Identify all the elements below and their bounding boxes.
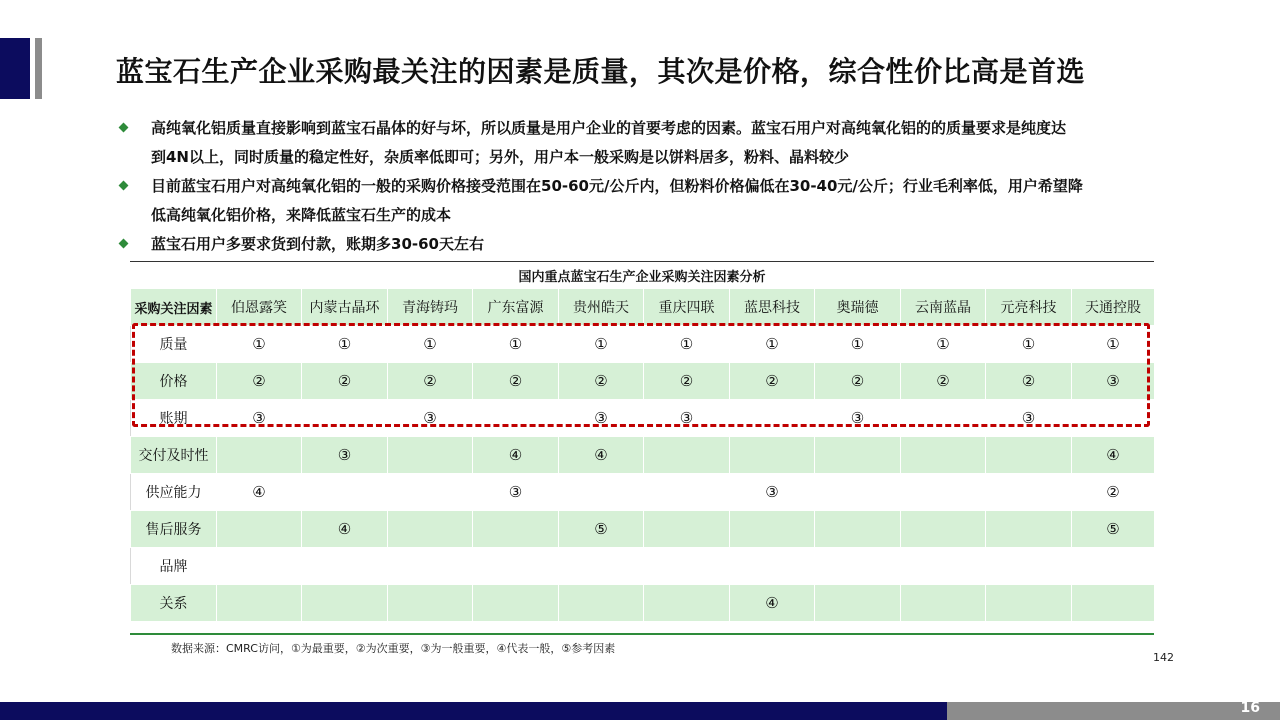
rank-cell: ①	[644, 326, 730, 363]
rank-cell: ②	[217, 363, 302, 400]
rank-cell	[901, 585, 986, 622]
rank-cell	[217, 437, 302, 474]
rank-cell	[730, 548, 815, 585]
company-header: 贵州皓天	[559, 289, 644, 326]
bullet-line: 蓝宝石用户多要求货到付款，账期多30-60天左右	[151, 235, 484, 253]
company-header: 元亮科技	[986, 289, 1072, 326]
rank-cell	[473, 585, 559, 622]
factor-label: 账期	[131, 400, 217, 437]
bullet-item	[118, 114, 1148, 172]
rank-cell: ④	[730, 585, 815, 622]
rank-cell: ①	[901, 326, 986, 363]
company-header: 天通控股	[1072, 289, 1155, 326]
rank-cell: ②	[986, 363, 1072, 400]
rank-cell: ⑤	[559, 511, 644, 548]
rank-cell	[473, 548, 559, 585]
table-row	[131, 400, 1155, 437]
page-title: 蓝宝石生产企业采购最关注的因素是质量，其次是价格，综合性价比高是首选	[116, 55, 1086, 88]
table-header-row	[131, 289, 1155, 326]
rank-cell	[815, 474, 901, 511]
rank-cell	[1072, 585, 1155, 622]
rank-cell	[986, 548, 1072, 585]
rank-cell	[559, 474, 644, 511]
rank-cell	[986, 585, 1072, 622]
rank-cell: ①	[559, 326, 644, 363]
diamond-bullet-icon	[119, 123, 129, 133]
rank-cell	[901, 474, 986, 511]
company-header: 青海铸玛	[388, 289, 473, 326]
table-row	[131, 326, 1155, 363]
rank-cell	[388, 437, 473, 474]
company-header: 蓝思科技	[730, 289, 815, 326]
rank-cell	[730, 400, 815, 437]
table-bottom-rule	[130, 633, 1154, 635]
rank-cell	[217, 511, 302, 548]
table-row	[131, 585, 1155, 622]
rank-cell	[1072, 400, 1155, 437]
rank-cell: ①	[302, 326, 388, 363]
bullet-item	[118, 230, 1148, 259]
rank-cell	[473, 511, 559, 548]
rank-cell: ③	[217, 400, 302, 437]
rank-cell	[388, 474, 473, 511]
slide-ref-number: 142	[1153, 651, 1174, 664]
rank-cell: ③	[644, 400, 730, 437]
rank-cell: ②	[901, 363, 986, 400]
bullet-line: 高纯氧化铝质量直接影响到蓝宝石晶体的好与坏，所以质量是用户企业的首要考虑的因素。蓝宝石用户对高纯氧化铝的的质量要求是纯度达	[151, 119, 1067, 137]
rank-cell	[388, 585, 473, 622]
rank-cell	[559, 548, 644, 585]
table-corner-header: 采购关注因素	[131, 289, 217, 326]
bullet-line: 目前蓝宝石用户对高纯氧化铝的一般的采购价格接受范围在50-60元/公斤内，但粉料价格偏低在30-40元/公斤；行业毛利率低，用户希望降	[151, 177, 1083, 195]
table-row	[131, 437, 1155, 474]
rank-cell	[302, 585, 388, 622]
page-number: 16	[1240, 700, 1260, 716]
rank-cell: ④	[473, 437, 559, 474]
factor-table	[130, 288, 1155, 622]
rank-cell: ④	[1072, 437, 1155, 474]
rank-cell	[730, 437, 815, 474]
title-accent-bar	[0, 38, 30, 99]
rank-cell	[302, 474, 388, 511]
table-title: 国内重点蓝宝石生产企业采购关注因素分析	[518, 270, 766, 285]
company-header: 重庆四联	[644, 289, 730, 326]
rank-cell: ②	[473, 363, 559, 400]
rank-cell	[644, 474, 730, 511]
rank-cell	[388, 548, 473, 585]
rank-cell: ③	[815, 400, 901, 437]
rank-cell: ②	[1072, 474, 1155, 511]
rank-cell: ①	[815, 326, 901, 363]
table-top-rule	[130, 261, 1154, 262]
rank-cell	[302, 548, 388, 585]
rank-cell	[302, 400, 388, 437]
rank-cell	[730, 511, 815, 548]
rank-cell: ②	[302, 363, 388, 400]
company-header: 奥瑞德	[815, 289, 901, 326]
factor-label: 品牌	[131, 548, 217, 585]
company-header: 伯恩露笑	[217, 289, 302, 326]
rank-cell: ②	[644, 363, 730, 400]
rank-cell: ④	[217, 474, 302, 511]
table-row	[131, 474, 1155, 511]
rank-cell: ①	[986, 326, 1072, 363]
factor-label: 价格	[131, 363, 217, 400]
rank-cell	[901, 511, 986, 548]
bullet-line: 低高纯氧化铝价格，来降低蓝宝石生产的成本	[151, 206, 452, 224]
rank-cell	[986, 511, 1072, 548]
rank-cell	[815, 437, 901, 474]
factor-label: 关系	[131, 585, 217, 622]
rank-cell: ①	[217, 326, 302, 363]
rank-cell: ②	[559, 363, 644, 400]
rank-cell	[644, 437, 730, 474]
rank-cell	[644, 511, 730, 548]
table-row	[131, 548, 1155, 585]
rank-cell	[217, 548, 302, 585]
rank-cell	[901, 400, 986, 437]
factor-label: 交付及时性	[131, 437, 217, 474]
rank-cell: ⑤	[1072, 511, 1155, 548]
rank-cell	[901, 548, 986, 585]
table-row	[131, 511, 1155, 548]
rank-cell	[644, 585, 730, 622]
rank-cell: ①	[730, 326, 815, 363]
table-row	[131, 363, 1155, 400]
rank-cell	[644, 548, 730, 585]
rank-cell: ③	[559, 400, 644, 437]
factor-label: 质量	[131, 326, 217, 363]
rank-cell: ②	[730, 363, 815, 400]
company-header: 内蒙古晶环	[302, 289, 388, 326]
rank-cell: ③	[1072, 363, 1155, 400]
factor-label: 售后服务	[131, 511, 217, 548]
diamond-bullet-icon	[119, 239, 129, 249]
rank-cell: ②	[388, 363, 473, 400]
footer-bar	[0, 702, 947, 720]
rank-cell	[388, 511, 473, 548]
rank-cell: ③	[730, 474, 815, 511]
rank-cell	[473, 400, 559, 437]
rank-cell	[986, 437, 1072, 474]
rank-cell	[815, 511, 901, 548]
source-note: 数据来源：CMRC访问，①为最重要，②为次重要，③为一般重要，④代表一般，⑤参考因素	[171, 642, 616, 655]
company-header: 广东富源	[473, 289, 559, 326]
bullet-line: 到4N以上，同时质量的稳定性好，杂质率低即可；另外，用户本一般采购是以饼料居多，粉料、晶料较少	[151, 148, 849, 166]
rank-cell	[217, 585, 302, 622]
bullet-list	[118, 114, 1148, 259]
bullet-item	[118, 172, 1148, 230]
title-accent-bar-gray	[35, 38, 42, 99]
rank-cell	[815, 585, 901, 622]
rank-cell	[815, 548, 901, 585]
rank-cell	[1072, 548, 1155, 585]
rank-cell: ③	[302, 437, 388, 474]
rank-cell: ①	[1072, 326, 1155, 363]
footer-bar-gray	[947, 702, 1280, 720]
rank-cell: ①	[388, 326, 473, 363]
rank-cell: ④	[559, 437, 644, 474]
rank-cell: ③	[473, 474, 559, 511]
rank-cell: ①	[473, 326, 559, 363]
rank-cell: ④	[302, 511, 388, 548]
rank-cell: ②	[815, 363, 901, 400]
rank-cell: ③	[986, 400, 1072, 437]
rank-cell	[986, 474, 1072, 511]
diamond-bullet-icon	[119, 181, 129, 191]
rank-cell	[901, 437, 986, 474]
company-header: 云南蓝晶	[901, 289, 986, 326]
factor-label: 供应能力	[131, 474, 217, 511]
rank-cell	[559, 585, 644, 622]
rank-cell: ③	[388, 400, 473, 437]
